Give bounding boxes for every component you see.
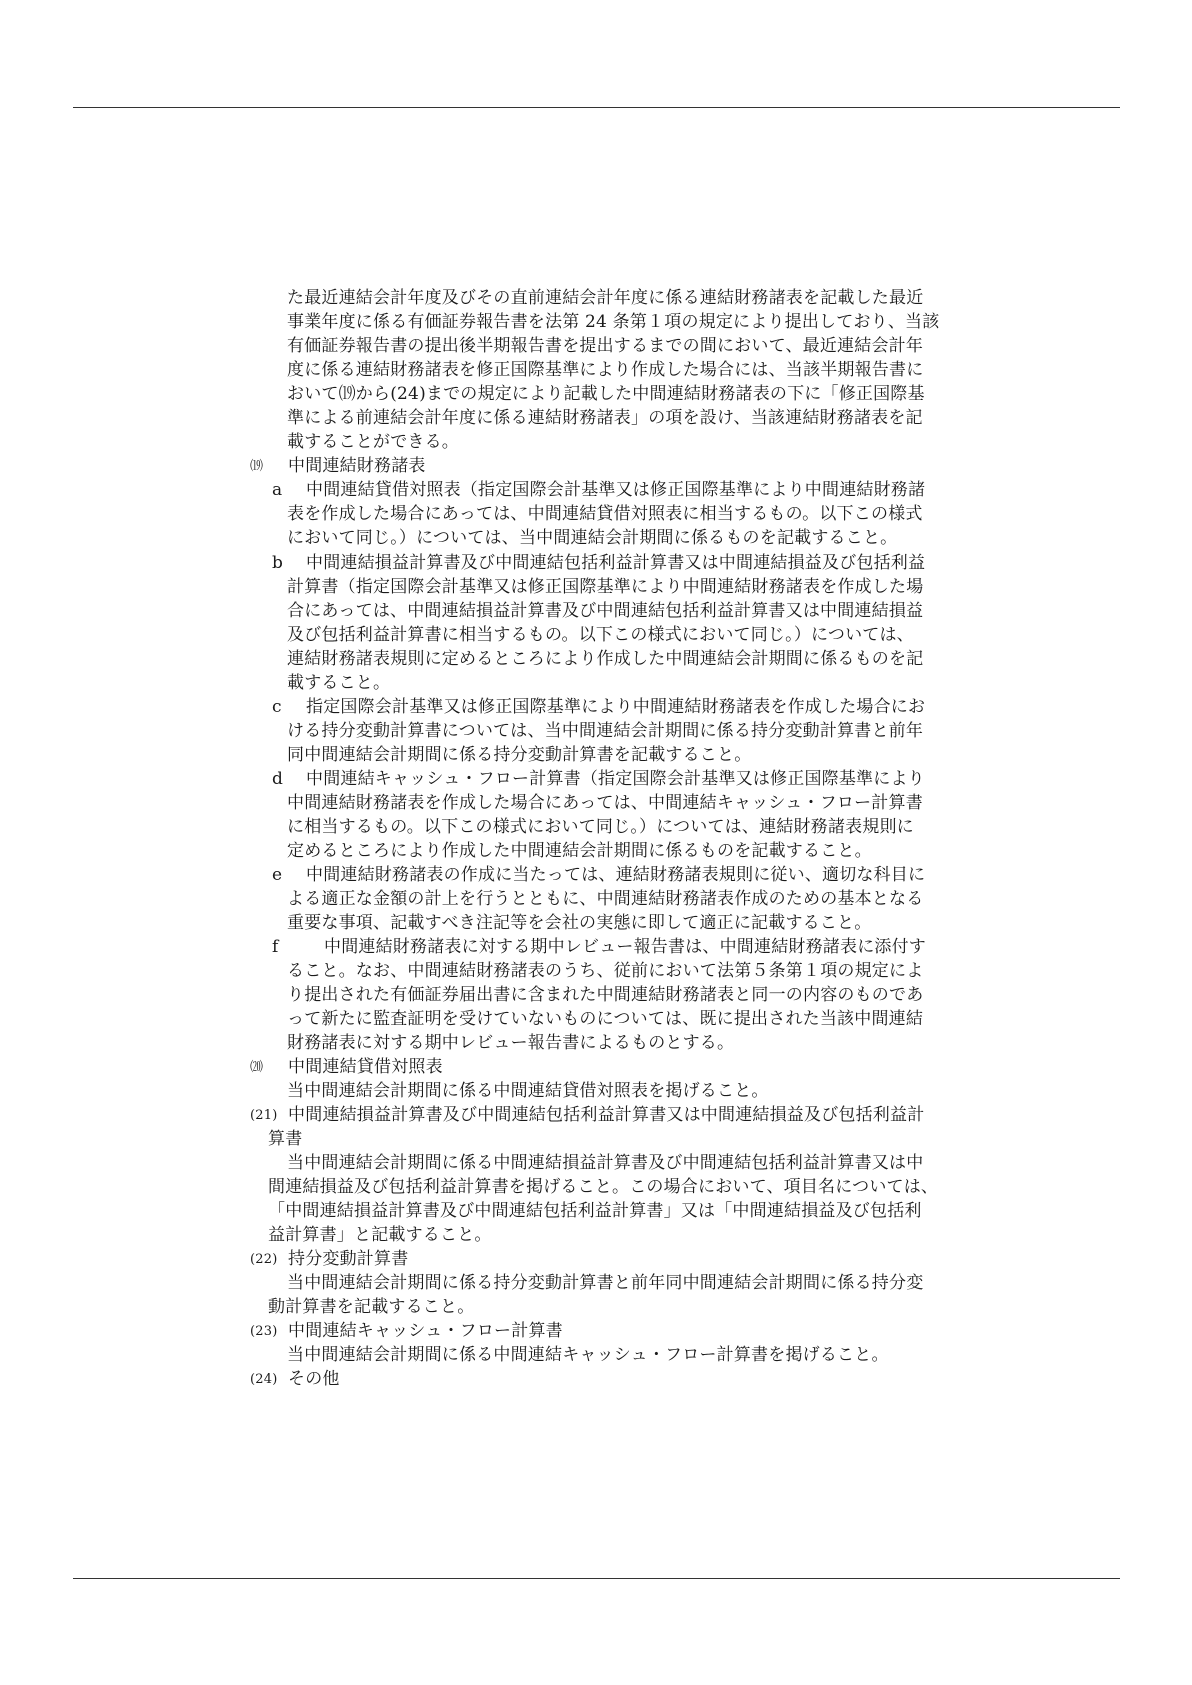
item-23-heading — [250, 1319, 563, 1343]
item-title: 中間連結キャッシュ・フロー計算書 — [288, 1321, 563, 1341]
subitem-letter: c — [272, 697, 282, 717]
subitem-e — [272, 863, 925, 887]
text-line: 指定国際会計基準又は修正国際基準により中間連結財務諸表を作成した場合にお — [306, 697, 926, 717]
text-line: ること。なお、中間連結財務諸表のうち、従前において法第５条第１項の規定によ — [287, 961, 924, 981]
item-title: 中間連結損益計算書及び中間連結包括利益計算書又は中間連結損益及び包括利益計 — [288, 1105, 925, 1125]
text-line: に相当するもの。以下この様式において同じ。）については、連結財務諸表規則に — [287, 817, 914, 837]
text-line: 中間連結損益計算書及び中間連結包括利益計算書又は中間連結損益及び包括利益 — [306, 553, 926, 573]
header-rule — [73, 107, 1120, 108]
text-line: 中間連結財務諸表の作成に当たっては、連結財務諸表規則に従い、適切な科目に — [306, 865, 926, 885]
text-line: 重要な事項、記載すべき注記等を会社の実態に即して適正に記載すること。 — [287, 913, 872, 933]
subitem-letter: a — [272, 480, 283, 500]
text-line: 中間連結財務諸表を作成した場合にあっては、中間連結キャッシュ・フロー計算書 — [287, 793, 923, 813]
item-21-heading — [250, 1103, 924, 1127]
text-line: 中間連結貸借対照表（指定国際会計基準又は修正国際基準により中間連結財務諸 — [306, 480, 926, 500]
subitem-letter: b — [272, 553, 284, 573]
item-title: 中間連結貸借対照表 — [288, 1057, 443, 1077]
text-line: 当中間連結会計期間に係る中間連結損益計算書及び中間連結包括利益計算書又は中 — [287, 1153, 924, 1173]
subitem-b — [272, 551, 925, 575]
text-line: 表を作成した場合にあっては、中間連結貸借対照表に相当するもの。以下この様式 — [287, 504, 923, 524]
text-line: 「中間連結損益計算書及び中間連結包括利益計算書」又は「中間連結損益及び包括利 — [268, 1201, 922, 1221]
text-line: 度に係る連結財務諸表を修正国際基準により作成した場合には、当該半期報告書に — [287, 360, 924, 380]
text-line: 載すること。 — [287, 673, 391, 693]
text-line: 中間連結財務諸表に対する期中レビュー報告書は、中間連結財務諸表に添付す — [324, 937, 926, 957]
text-line: 連結財務諸表規則に定めるところにより作成した中間連結会計期間に係るものを記 — [287, 649, 924, 669]
item-number: (22) — [250, 1252, 278, 1267]
item-number: (23) — [250, 1324, 278, 1339]
item-22-heading — [250, 1247, 408, 1271]
text-line: 間連結損益及び包括利益計算書を掲げること。この場合において、項目名については、 — [268, 1177, 939, 1197]
text-line: 準による前連結会計年度に係る連結財務諸表」の項を設け、当該連結財務諸表を記 — [287, 408, 923, 428]
item-24-heading — [250, 1367, 340, 1391]
text-line: り提出された有価証券届出書に含まれた中間連結財務諸表と同一の内容のものであ — [287, 985, 924, 1005]
text-line: 財務諸表に対する期中レビュー報告書によるものとする。 — [287, 1033, 735, 1053]
item-title: 中間連結財務諸表 — [288, 456, 426, 476]
text-line: 中間連結キャッシュ・フロー計算書（指定国際会計基準又は修正国際基準により — [306, 769, 925, 789]
subitem-letter: f — [272, 937, 279, 957]
text-line: 合にあっては、中間連結損益計算書及び中間連結包括利益計算書又は中間連結損益 — [287, 601, 924, 621]
text-line: おいて⒆から(24)までの規定により記載した中間連結財務諸表の下に「修正国際基 — [287, 384, 925, 404]
item-title: 持分変動計算書 — [288, 1249, 409, 1269]
text-line: 有価証券報告書の提出後半期報告書を提出するまでの間において、最近連結会計年 — [287, 336, 924, 356]
item-number: (21) — [250, 1108, 278, 1123]
subitem-letter: d — [272, 769, 284, 789]
text-line: 当中間連結会計期間に係る持分変動計算書と前年同中間連結会計期間に係る持分変 — [287, 1273, 924, 1293]
text-line: 当中間連結会計期間に係る中間連結貸借対照表を掲げること。 — [287, 1081, 769, 1101]
text-line: 益計算書」と記載すること。 — [268, 1225, 492, 1245]
text-line: 事業年度に係る有価証券報告書を法第 24 条第１項の規定により提出しており、当該 — [287, 312, 940, 332]
text-line: 同中間連結会計期間に係る持分変動計算書を記載すること。 — [287, 745, 752, 765]
footer-rule — [73, 1578, 1120, 1579]
subitem-f — [272, 935, 926, 959]
text-line: た最近連結会計年度及びその直前連結会計年度に係る連結財務諸表を記載した最近 — [287, 288, 924, 308]
text-line: 定めるところにより作成した中間連結会計期間に係るものを記載すること。 — [287, 841, 872, 861]
text-line: 載することができる。 — [287, 432, 459, 452]
text-line: って新たに監査証明を受けていないものについては、既に提出された当該中間連結 — [287, 1009, 924, 1029]
item-20-heading — [250, 1055, 443, 1079]
subitem-c — [272, 695, 925, 719]
item-title: その他 — [288, 1369, 340, 1389]
item-19-heading — [250, 454, 426, 478]
item-number: ⒇ — [250, 1060, 264, 1075]
text-line: ける持分変動計算書については、当中間連結会計期間に係る持分変動計算書と前年 — [287, 721, 924, 741]
item-number: (24) — [250, 1372, 278, 1387]
text-line: 当中間連結会計期間に係る中間連結キャッシュ・フロー計算書を掲げること。 — [287, 1345, 889, 1365]
text-line: 及び包括利益計算書に相当するもの。以下この様式において同じ。）については、 — [287, 625, 914, 645]
subitem-a — [272, 478, 925, 502]
text-line: よる適正な金額の計上を行うとともに、中間連結財務諸表作成のための基本となる — [287, 889, 924, 909]
subitem-d — [272, 767, 925, 791]
text-line: 動計算書を記載すること。 — [268, 1297, 475, 1317]
text-line: 算書 — [268, 1129, 303, 1149]
text-line: において同じ。）については、当中間連結会計期間に係るものを記載すること。 — [287, 528, 898, 548]
item-number: ⒆ — [250, 459, 264, 474]
text-line: 計算書（指定国際会計基準又は修正国際基準により中間連結財務諸表を作成した場 — [287, 577, 924, 597]
subitem-letter: e — [272, 865, 283, 885]
